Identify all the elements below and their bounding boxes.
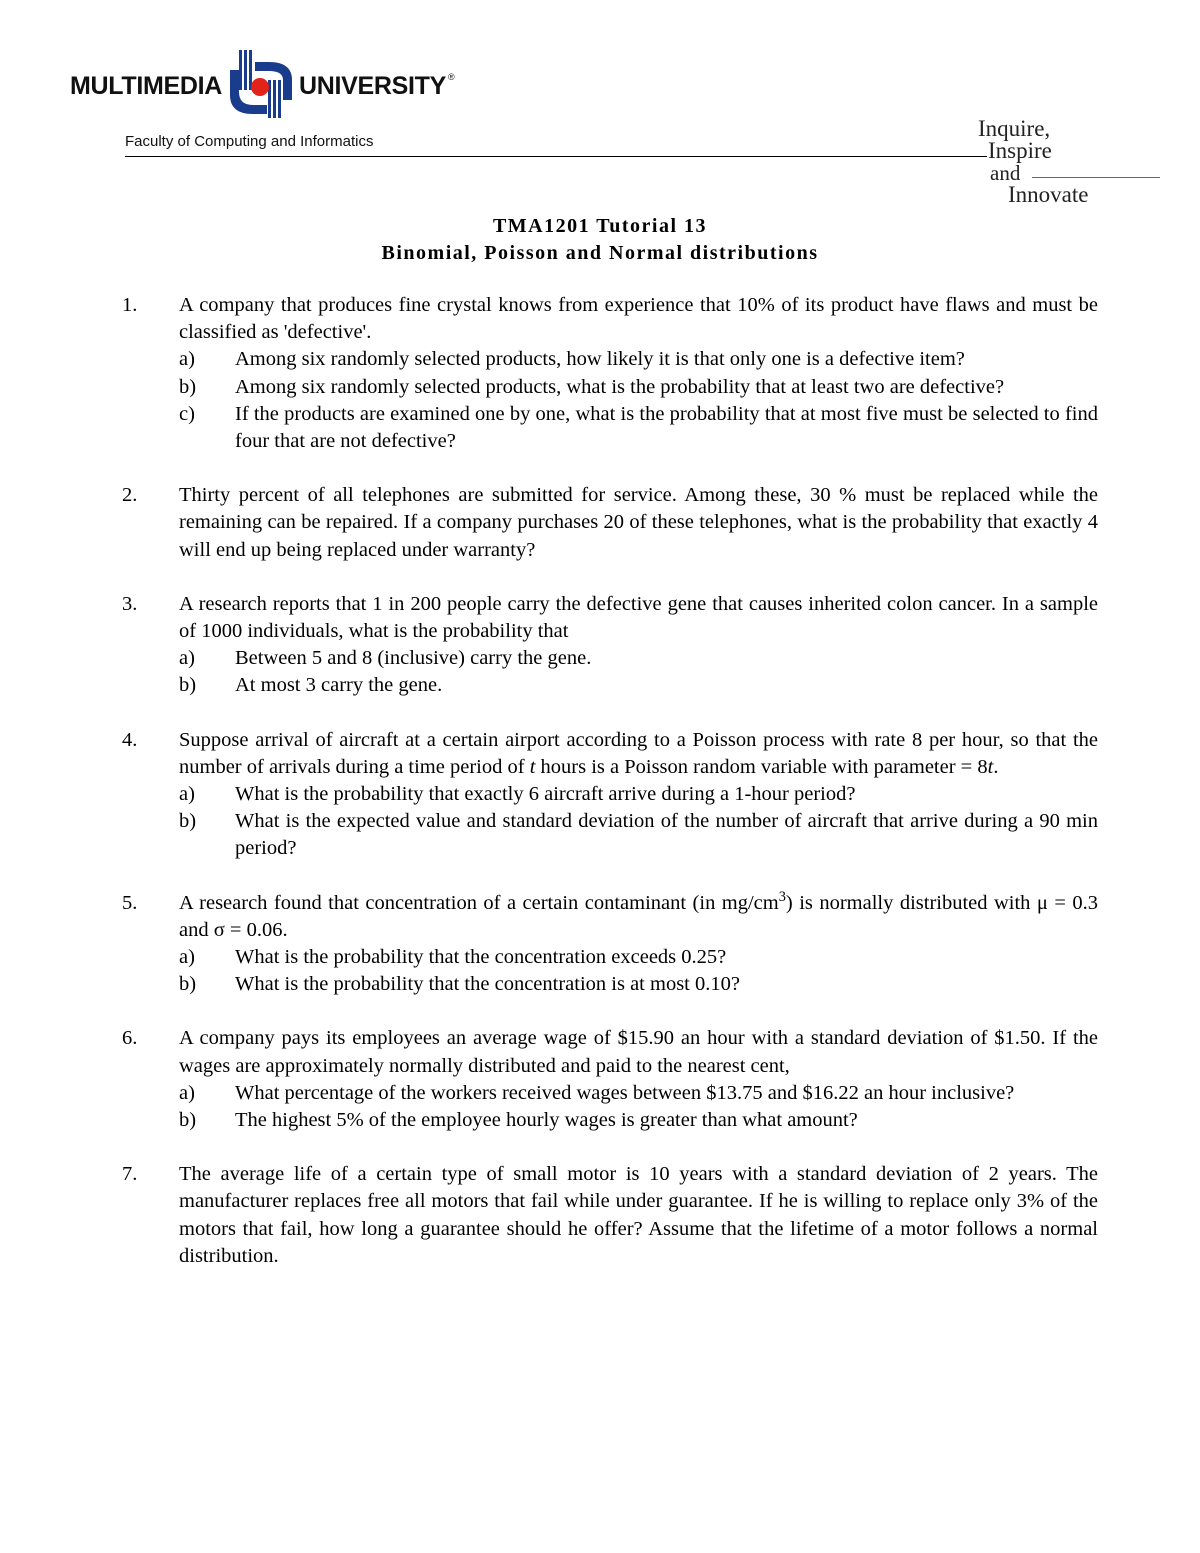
part-text: What percentage of the workers received wages between $13.75 and $16.22 an hour inclusive? bbox=[235, 1081, 1015, 1104]
university-emblem-icon bbox=[225, 50, 297, 120]
part-text: If the products are examined one by one, what is the probability that at most five must be selected to find four that are not defective? bbox=[235, 402, 1098, 453]
question-body bbox=[179, 482, 1098, 564]
part-text: What is the probability that exactly 6 aircraft arrive during a 1-hour period? bbox=[235, 783, 856, 806]
logo-text-university: UNIVERSITY ® bbox=[299, 72, 455, 100]
superscript: 3 bbox=[778, 888, 786, 905]
part-label: b) bbox=[179, 674, 197, 697]
part-label: b) bbox=[179, 1109, 197, 1132]
question-text: A company that produces fine crystal knows from experience that 10% of its product have flaws and must be classified as 'defective'. bbox=[179, 294, 1098, 344]
question-part bbox=[179, 346, 1098, 373]
part-label: a) bbox=[179, 647, 195, 670]
part-label: a) bbox=[179, 1081, 195, 1104]
question-number: 6. bbox=[122, 1027, 138, 1050]
motto-line-3: and bbox=[990, 161, 1021, 185]
question-text: Thirty percent of all telephones are submitted for service. Among these, 30 % must be replaced while the remaining can be repaired. If a company purchases 20 of these telephones, what is the probability that exactly 4 will end up being replaced under warranty? bbox=[179, 484, 1098, 561]
motto-block bbox=[970, 116, 1170, 208]
motto-line-2: Inspire bbox=[988, 138, 1052, 163]
part-label: b) bbox=[179, 973, 197, 996]
question-part bbox=[179, 1080, 1098, 1107]
document-header bbox=[0, 213, 1200, 267]
question-part bbox=[179, 781, 1098, 808]
question-7 bbox=[122, 1161, 1098, 1270]
question-part bbox=[179, 1107, 1098, 1134]
question-2 bbox=[122, 482, 1098, 564]
logo-text-multimedia: MULTIMEDIA bbox=[70, 72, 223, 100]
part-text: What is the probability that the concentration is at most 0.10? bbox=[235, 973, 740, 996]
question-body bbox=[179, 727, 1098, 863]
question-6 bbox=[122, 1025, 1098, 1134]
part-text: The highest 5% of the employee hourly wages is greater than what amount? bbox=[235, 1109, 858, 1132]
question-number: 2. bbox=[122, 484, 138, 507]
header-rule bbox=[125, 156, 987, 157]
motto-rule bbox=[1032, 177, 1160, 178]
question-text: A research reports that 1 in 200 people carry the defective gene that causes inherited colon cancer. In a sample of 1000 individuals, what is the probability that bbox=[179, 592, 1098, 643]
part-label: b) bbox=[179, 810, 197, 833]
question-body bbox=[179, 890, 1098, 999]
question-part bbox=[179, 645, 1098, 672]
question-text: A research found that concentration of a certain contaminant (in $mg/cm^3$) is normally distributed with μ = 0.3 and σ = 0.06. bbox=[179, 888, 1098, 941]
part-label: a) bbox=[179, 946, 195, 969]
part-text: What is the expected value and standard deviation of the number of aircraft that arrive during a 90 min period? bbox=[235, 810, 1098, 860]
part-text: What is the probability that the concentration exceeds 0.25? bbox=[235, 946, 727, 969]
motto-line-1: Inquire, bbox=[978, 116, 1051, 141]
question-list bbox=[122, 292, 1098, 1297]
question-number: 5. bbox=[122, 891, 138, 914]
question-4 bbox=[122, 727, 1098, 863]
faculty-name: Faculty of Computing and Informatics bbox=[125, 133, 374, 150]
question-number: 7. bbox=[122, 1163, 138, 1186]
part-label: a) bbox=[179, 348, 195, 371]
part-text: Among six randomly selected products, how likely it is that only one is a defective item? bbox=[235, 348, 965, 371]
question-body bbox=[179, 292, 1098, 455]
part-text: At most 3 carry the gene. bbox=[235, 674, 443, 697]
question-part bbox=[179, 401, 1098, 455]
question-part bbox=[179, 672, 1098, 699]
motto-line-4: Innovate bbox=[1008, 182, 1089, 207]
part-label: c) bbox=[179, 402, 195, 425]
question-body bbox=[179, 1161, 1098, 1270]
question-1 bbox=[122, 292, 1098, 455]
part-text: Among six randomly selected products, what is the probability that at least two are defective? bbox=[235, 375, 1005, 398]
question-number: 4. bbox=[122, 728, 138, 751]
part-label: a) bbox=[179, 783, 195, 806]
variable-t: t bbox=[529, 755, 536, 778]
question-number: 3. bbox=[122, 592, 138, 615]
part-label: b) bbox=[179, 375, 197, 398]
question-text: The average life of a certain type of small motor is 10 years with a standard deviation of 2 years. The manufacturer replaces free all motors that fail while under guarantee. If he is willing to replace only 3% of the motors that fail, how long a guarantee should he offer? Assume that the lifetime of a motor follows a normal distribution. bbox=[179, 1163, 1098, 1267]
page-title: TMA1201 Tutorial 13 bbox=[492, 215, 708, 237]
question-part bbox=[179, 971, 1098, 998]
question-number: 1. bbox=[122, 294, 138, 316]
part-text: Between 5 and 8 (inclusive) carry the gene. bbox=[235, 647, 592, 670]
question-text: Suppose arrival of aircraft at a certain airport according to a Poisson process with rate 8 per hour, so that the number of arrivals during a time period of t hours is a Poisson random variable with parameter = 8t. bbox=[179, 728, 1098, 778]
question-part bbox=[179, 374, 1098, 401]
page-subtitle: Binomial, Poisson and Normal distributions bbox=[381, 242, 819, 264]
question-part bbox=[179, 808, 1098, 862]
question-text: A company pays its employees an average wage of $15.90 an hour with a standard deviation of $1.50. If the wages are approximately normally distributed and paid to the nearest cent, bbox=[179, 1027, 1098, 1077]
variable-t: t bbox=[987, 755, 994, 778]
question-part bbox=[179, 944, 1098, 971]
question-body bbox=[179, 1025, 1098, 1134]
question-body bbox=[179, 591, 1098, 700]
question-5 bbox=[122, 890, 1098, 999]
question-3 bbox=[122, 591, 1098, 700]
